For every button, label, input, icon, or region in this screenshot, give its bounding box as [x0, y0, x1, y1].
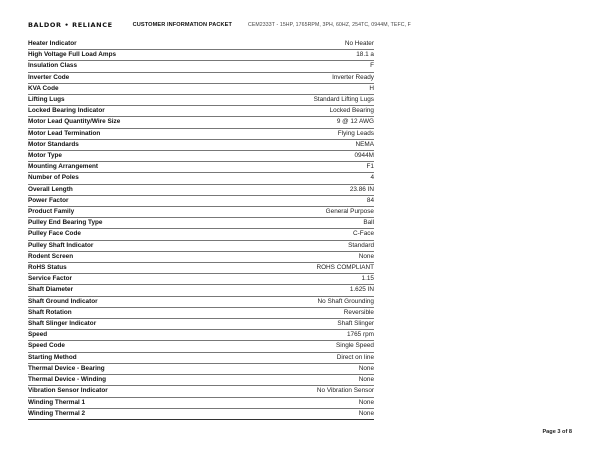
spec-value: None — [228, 397, 374, 408]
spec-table — [28, 39, 374, 420]
spec-row — [28, 274, 374, 285]
spec-label: Product Family — [28, 207, 228, 218]
page-number: Page 3 of 8 — [542, 429, 572, 435]
spec-row — [28, 218, 374, 229]
spec-label: Pulley Face Code — [28, 229, 228, 240]
spec-row — [28, 173, 374, 184]
spec-label: RoHS Status — [28, 263, 228, 274]
spec-label: Service Factor — [28, 274, 228, 285]
spec-value: 1.625 IN — [228, 285, 374, 296]
spec-row — [28, 285, 374, 296]
spec-row — [28, 307, 374, 318]
spec-value: Inverter Ready — [228, 72, 374, 83]
spec-row — [28, 72, 374, 83]
spec-value: None — [228, 251, 374, 262]
spec-value: Single Speed — [228, 341, 374, 352]
spec-label: Pulley End Bearing Type — [28, 218, 228, 229]
spec-row — [28, 397, 374, 408]
spec-row — [28, 251, 374, 262]
spec-label: Locked Bearing Indicator — [28, 106, 228, 117]
page-header — [28, 19, 590, 31]
spec-row — [28, 95, 374, 106]
spec-label: KVA Code — [28, 83, 228, 94]
spec-label: Thermal Device - Bearing — [28, 363, 228, 374]
spec-label: Motor Standards — [28, 139, 228, 150]
spec-row — [28, 408, 374, 419]
spec-label: Motor Lead Termination — [28, 128, 228, 139]
spec-value: No Vibration Sensor — [228, 386, 374, 397]
spec-label: Shaft Ground Indicator — [28, 296, 228, 307]
spec-label: Speed — [28, 330, 228, 341]
spec-value: Standard — [228, 240, 374, 251]
packet-title: CUSTOMER INFORMATION PACKET — [132, 22, 232, 28]
spec-value: None — [228, 363, 374, 374]
spec-value: Ball — [228, 218, 374, 229]
spec-row — [28, 139, 374, 150]
spec-row — [28, 330, 374, 341]
spec-row — [28, 375, 374, 386]
spec-value: H — [228, 83, 374, 94]
spec-row — [28, 61, 374, 72]
spec-value: F — [228, 61, 374, 72]
spec-value: Locked Bearing — [228, 106, 374, 117]
spec-row — [28, 341, 374, 352]
spec-value: None — [228, 408, 374, 419]
spec-value: No Shaft Grounding — [228, 296, 374, 307]
spec-value: None — [228, 375, 374, 386]
spec-row — [28, 106, 374, 117]
spec-value: 23.86 IN — [228, 184, 374, 195]
spec-label: Lifting Lugs — [28, 95, 228, 106]
spec-label: Vibration Sensor Indicator — [28, 386, 228, 397]
spec-row — [28, 128, 374, 139]
spec-label: Pulley Shaft Indicator — [28, 240, 228, 251]
spec-label: High Voltage Full Load Amps — [28, 50, 228, 61]
spec-label: Insulation Class — [28, 61, 228, 72]
spec-row — [28, 352, 374, 363]
spec-row — [28, 229, 374, 240]
spec-label: Overall Length — [28, 184, 228, 195]
spec-row — [28, 83, 374, 94]
spec-value: Reversible — [228, 307, 374, 318]
spec-value: F1 — [228, 162, 374, 173]
spec-label: Starting Method — [28, 352, 228, 363]
spec-row — [28, 162, 374, 173]
spec-value: 84 — [228, 195, 374, 206]
spec-row — [28, 195, 374, 206]
brand-logo: BALDOR • RELIANCE — [28, 21, 113, 29]
spec-value: Shaft Slinger — [228, 319, 374, 330]
spec-value: Standard Lifting Lugs — [228, 95, 374, 106]
spec-label: Shaft Slinger Indicator — [28, 319, 228, 330]
spec-value: ROHS COMPLIANT — [228, 263, 374, 274]
spec-value: 18.1 a — [228, 50, 374, 61]
spec-value: 4 — [228, 173, 374, 184]
spec-value: 0944M — [228, 151, 374, 162]
spec-value: General Purpose — [228, 207, 374, 218]
spec-row — [28, 39, 374, 50]
spec-value: No Heater — [228, 39, 374, 50]
spec-table-body — [28, 39, 374, 419]
spec-row — [28, 263, 374, 274]
spec-value: Flying Leads — [228, 128, 374, 139]
spec-label: Winding Thermal 1 — [28, 397, 228, 408]
spec-label: Motor Lead Quantity/Wire Size — [28, 117, 228, 128]
spec-row — [28, 319, 374, 330]
spec-label: Shaft Diameter — [28, 285, 228, 296]
spec-label: Inverter Code — [28, 72, 228, 83]
spec-label: Winding Thermal 2 — [28, 408, 228, 419]
spec-label: Thermal Device - Winding — [28, 375, 228, 386]
spec-value: NEMA — [228, 139, 374, 150]
spec-label: Heater Indicator — [28, 39, 228, 50]
spec-value: Direct on line — [228, 352, 374, 363]
spec-row — [28, 50, 374, 61]
spec-label: Number of Poles — [28, 173, 228, 184]
spec-value: C-Face — [228, 229, 374, 240]
spec-label: Power Factor — [28, 195, 228, 206]
spec-label: Speed Code — [28, 341, 228, 352]
spec-row — [28, 296, 374, 307]
spec-row — [28, 386, 374, 397]
spec-row — [28, 207, 374, 218]
spec-label: Motor Type — [28, 151, 228, 162]
spec-row — [28, 184, 374, 195]
spec-row — [28, 151, 374, 162]
spec-row — [28, 117, 374, 128]
spec-value: 1.15 — [228, 274, 374, 285]
product-description: CEM2333T - 15HP, 1765RPM, 3PH, 60HZ, 254TC, 0944M, TEFC, F — [247, 22, 411, 28]
spec-label: Shaft Rotation — [28, 307, 228, 318]
spec-label: Rodent Screen — [28, 251, 228, 262]
spec-value: 1765 rpm — [228, 330, 374, 341]
spec-label: Mounting Arrangement — [28, 162, 228, 173]
spec-row — [28, 363, 374, 374]
spec-value: 9 @ 12 AWG — [228, 117, 374, 128]
spec-row — [28, 240, 374, 251]
